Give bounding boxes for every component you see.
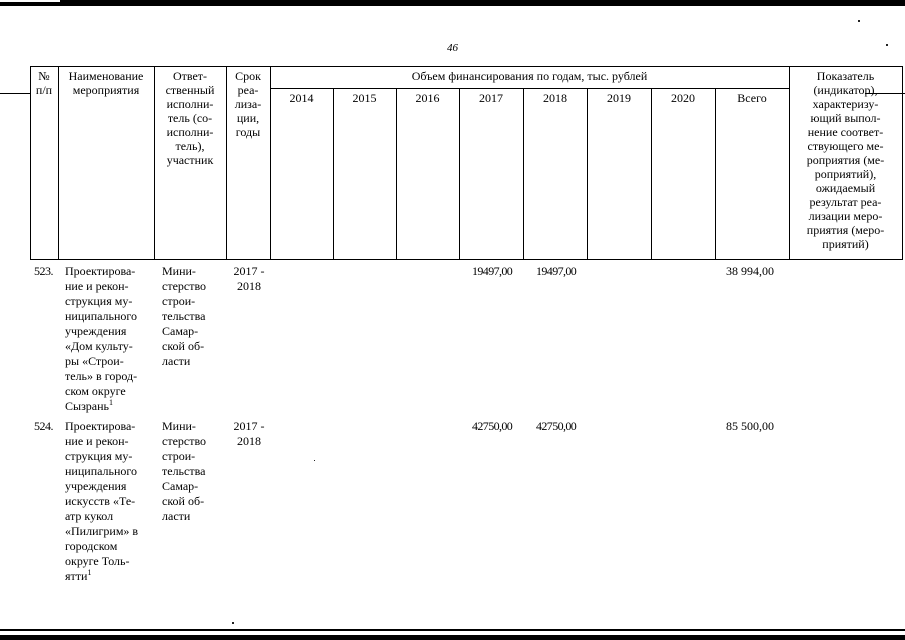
measure-name: Проектирова- ние и рекон- струкция му- ниципального учреждения «Дом культу- ры «Строи- тель» в город- ском округе Сызрань$^1$: [65, 264, 138, 413]
header-term: Срок реа- лиза- ции, годы: [234, 69, 262, 139]
header-name: Наименование мероприятия: [68, 69, 144, 97]
implementation-term: 2017 - 2018: [233, 419, 265, 448]
header-year-2017: 2017: [479, 91, 503, 105]
header-year-2019: 2019: [607, 91, 631, 105]
header-responsible: Ответ- ственный исполни- тель (со- исполни- тель), участник: [165, 69, 215, 167]
header-total: Всего: [737, 91, 767, 105]
table-row: [0, 264, 905, 414]
amount-total: 85 500,00: [726, 419, 774, 433]
header-year-2014: 2014: [289, 91, 314, 105]
header-year-2018: 2018: [543, 91, 567, 105]
footnote-mark: 1: [87, 568, 92, 577]
implementation-term: 2017 - 2018: [233, 264, 265, 293]
scan-top-mark: [0, 0, 60, 2]
amount-2017: 19497,00: [472, 264, 513, 278]
header-year-2015: 2015: [352, 91, 377, 105]
responsible-executor: Мини- стерство строи- тельства Самар- ской об- ласти: [162, 264, 207, 368]
header-indicator: Показатель (индикатор), характеризу- ющий выпол- нение соответ- ствующего ме- роприятия (ме- роприятий), ожидаемый результат реа- лизации меро- приятия (меро- приятий): [806, 69, 885, 251]
header-year-2020: 2020: [671, 91, 695, 105]
gutter-line: [0, 93, 30, 94]
page-number: 46: [447, 42, 458, 54]
scan-bottom-border: [0, 635, 905, 640]
responsible-executor: Мини- стерство строи- тельства Самар- ской об- ласти: [162, 419, 207, 523]
amount-2018: 19497,00: [536, 264, 577, 278]
scan-bottom-line: [0, 629, 905, 631]
header-num: № п/п: [35, 69, 53, 97]
table-row: [0, 419, 905, 589]
row-number: 523.: [34, 264, 53, 278]
measure-name: Проектирова- ние и рекон- струкция му- ниципального учреждения искусств «Те- атр кукол «Пилигрим» в городском округе Толь- ятти$^1$: [65, 419, 139, 583]
amount-total: 38 994,00: [726, 264, 774, 278]
scan-top-border: [0, 0, 905, 6]
footnote-mark: 1: [109, 398, 114, 407]
amount-2017: 42750,00: [472, 419, 513, 433]
scan-speck: [232, 622, 234, 624]
scan-speck: [858, 20, 860, 22]
row-number: 524.: [34, 419, 53, 433]
amount-2018: 42750,00: [536, 419, 577, 433]
financing-table-header: [30, 66, 903, 260]
header-year-2016: 2016: [415, 91, 440, 105]
header-financing: Объем финансирования по годам, тыс. рублей: [411, 69, 648, 83]
